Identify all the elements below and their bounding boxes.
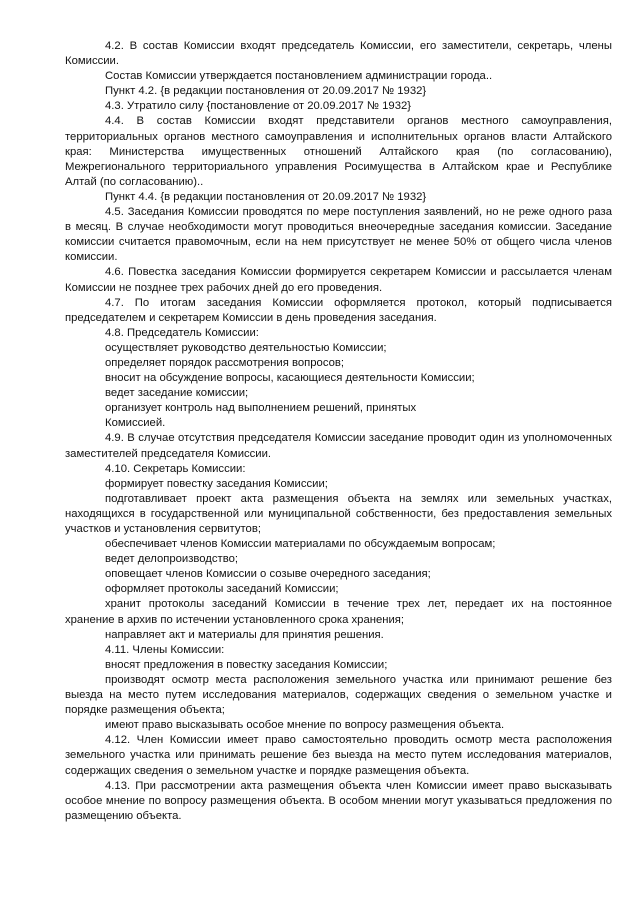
- paragraph-4-11-heading: 4.11. Члены Комиссии:: [105, 643, 225, 656]
- list-item: вносят предложения в повестку заседания Комиссии;: [105, 658, 388, 671]
- paragraph-4-3: 4.3. Утратило силу {постановление от 20.09.2017 № 1932}: [105, 100, 412, 113]
- paragraph-4-5: 4.5. Заседания Комиссии проводятся по мере поступления заявлений, но не реже одного раза в месяц. В случае необходимости могут проводиться внеочередные заседания комиссии. Заседание комиссии считается правомочным, если на нем присутствует не менее 50% от общего числа членов комиссии.: [65, 206, 612, 264]
- list-item: ведет заседание комиссии;: [105, 387, 249, 400]
- paragraph-4-2: 4.2. В состав Комиссии входят председатель Комиссии, его заместители, секретарь, члены Комиссии.: [65, 40, 612, 68]
- paragraph-4-13: 4.13. При рассмотрении акта размещения объекта член Комиссии имеет право высказывать особое мнение по вопросу размещения объекта. В особом мнении могут указываться предложения по размещению объекта.: [65, 779, 612, 822]
- list-item: подготавливает проект акта размещения объекта на землях или земельных участках, находящихся в государственной или муниципальной собственности, без предоставления земельных участков и установления сервитутов;: [65, 492, 612, 535]
- list-item: формирует повестку заседания Комиссии;: [105, 477, 328, 490]
- paragraph-4-9: 4.9. В случае отсутствия председателя Комиссии заседание проводит один из уполномоченных заместителей председателя Комиссии.: [65, 432, 612, 460]
- list-item-continuation: Комиссией.: [105, 417, 166, 430]
- paragraph-4-4: 4.4. В состав Комиссии входят представители органов местного самоуправления, территориальных органов местного самоуправления и исполнительных органов власти Алтайского края: Министерства имущественных отношений Алтайского края (по согласованию), Межрегионального территориального управления Росимущества в Алтайском крае и Республике Алтай (по согласованию)..: [65, 115, 612, 188]
- list-item: организует контроль над выполнением решений, принятых: [105, 402, 417, 415]
- edit-note-4-2: Пункт 4.2. {в редакции постановления от 20.09.2017 № 1932}: [105, 85, 427, 98]
- list-item: определяет порядок рассмотрения вопросов;: [105, 356, 345, 369]
- list-item: обеспечивает членов Комиссии материалами по обсуждаемым вопросам;: [105, 538, 496, 551]
- list-item: направляет акт и материалы для принятия решения.: [105, 628, 384, 641]
- paragraph-4-10-heading: 4.10. Секретарь Комиссии:: [105, 462, 246, 475]
- list-item: осуществляет руководство деятельностью Комиссии;: [105, 341, 387, 354]
- list-item: имеют право высказывать особое мнение по вопросу размещения объекта.: [105, 719, 505, 732]
- paragraph-4-6: 4.6. Повестка заседания Комиссии формируется секретарем Комиссии и рассылается членам Комиссии не позднее трех рабочих дней до его проведения.: [65, 266, 612, 294]
- paragraph-4-7: 4.7. По итогам заседания Комиссии оформляется протокол, который подписывается председателем и секретарем Комиссии в день проведения заседания.: [65, 296, 612, 324]
- document-page: [65, 39, 612, 824]
- list-item: производят осмотр места расположения земельного участка или принимают решение без выезда на место путем исследования материалов, содержащих сведения о земельном участке и порядке размещения объекта;: [65, 673, 612, 717]
- list-item: вносит на обсуждение вопросы, касающиеся деятельности Комиссии;: [105, 372, 475, 385]
- paragraph-composition-approval: Состав Комиссии утверждается постановлением администрации города..: [105, 70, 493, 83]
- list-item: ведет делопроизводство;: [105, 553, 239, 566]
- list-item: хранит протоколы заседаний Комиссии в течение трех лет, передает их на постоянное хранение в архив по истечении установленного срока хранения;: [65, 598, 612, 626]
- edit-note-4-4: Пункт 4.4. {в редакции постановления от 20.09.2017 № 1932}: [105, 190, 427, 203]
- paragraph-4-12: 4.12. Член Комиссии имеет право самостоятельно проводить осмотр места расположения земельного участка или принимать решение без выезда на место путем исследования материалов, содержащих сведения о земельном участке и порядке размещения объекта.: [65, 734, 612, 777]
- list-item: оформляет протоколы заседаний Комиссии;: [105, 583, 339, 596]
- paragraph-4-8-heading: 4.8. Председатель Комиссии:: [105, 326, 259, 339]
- list-item: оповещает членов Комиссии о созыве очередного заседания;: [105, 568, 431, 581]
